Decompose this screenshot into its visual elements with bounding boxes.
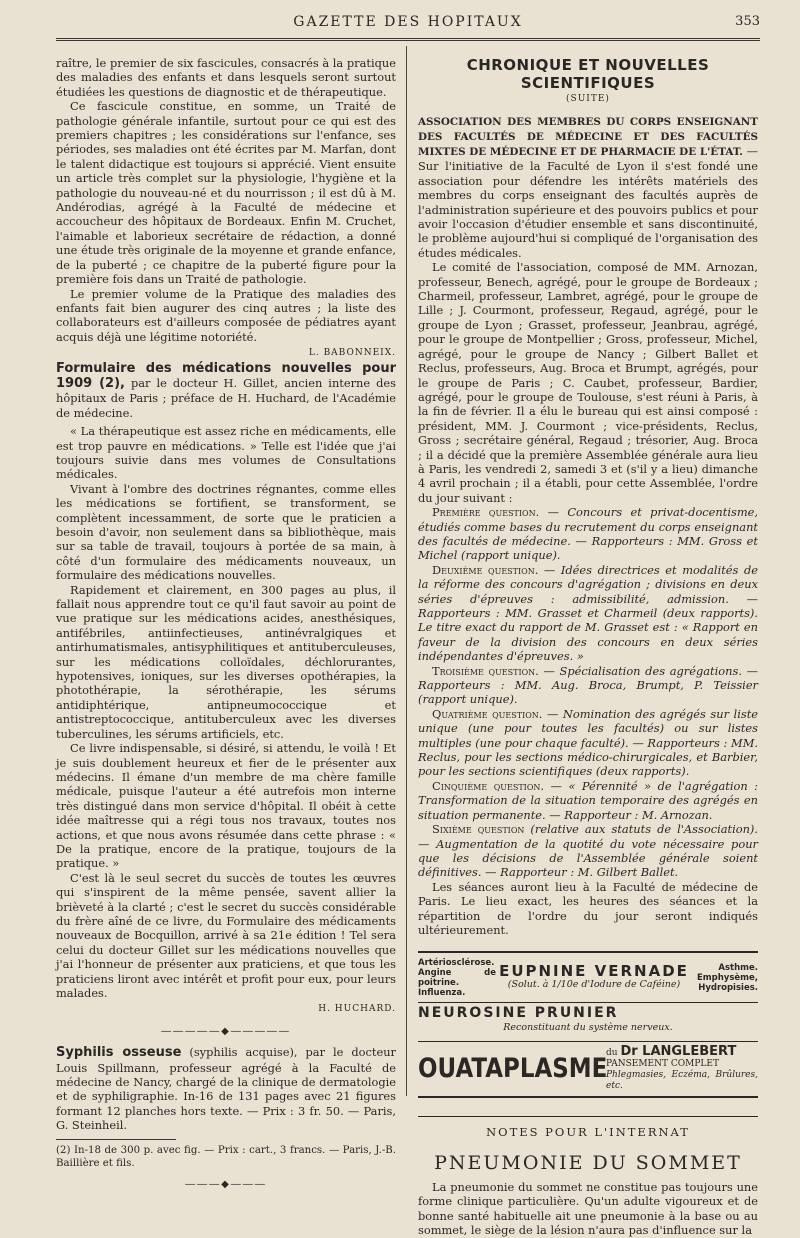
header-rule: [56, 38, 760, 41]
ad-product-tagline: Reconstituant du système nerveux.: [503, 1021, 673, 1033]
agenda-text: — Concours et privat-docentisme, étudiés comme bases du recrutement du corps enseignant des facultés de médecine. — Rapporteurs : MM. Gross et Michel (rapport unique).: [418, 505, 758, 563]
agenda-item: [418, 707, 758, 779]
ad-product-formula: (Solut. à 1/10e d'Iodure de Caféine): [507, 979, 681, 991]
section-title: Formulaire des médications nouvelles pour 1909 (2),: [56, 360, 396, 391]
agenda-label: Sixième question: [432, 822, 525, 837]
agenda-label: Deuxième question.: [432, 562, 539, 577]
paragraph: La pneumonie du sommet ne constitue pas toujours une forme clinique particulière. Qu'un adulte vigoureux et de bonne santé habituelle ait une pneumonie à la base ou au sommet, le siège de la lésion n'aura pas d'influence sur la: [418, 1179, 758, 1238]
advertisement-neurosine: [418, 1002, 758, 1035]
signature: L. BABONNEIX.: [308, 348, 396, 359]
ad-uses: Phlegmasies, Eczéma, Brûlures, etc.: [606, 1070, 758, 1092]
ornament-divider: ―――◆―――: [185, 1178, 267, 1190]
notes-section-title: NOTES POUR L'INTERNAT: [418, 1116, 758, 1139]
ornament-divider: ―――――◆―――――: [161, 1025, 291, 1037]
agenda-item: [418, 779, 758, 822]
association-text: — Sur l'initiative de la Faculté de Lyon il s'est fondé une association pour défendre les intérêts matériels des membres du corps enseignant des facultés auprès de l'administration supérieure et des pouvoirs publics et pour avoir l'occasion d'étudier ensemble et sans discontinuité, le problème aujourd'hui si compliqué de l'organisation des études médicales.: [418, 144, 758, 260]
agenda-text: (relative aux statuts de l'Association). — Augmentation de la quotité du vote nécessaire pour que les décisions de l'Assemblée générale soient définitives. — Rapporteur : M. Gilbert Ballet.: [418, 822, 758, 880]
agenda-item: [418, 505, 758, 563]
agenda-label: Quatrième question.: [432, 706, 543, 721]
agenda-label: Première question.: [432, 505, 540, 520]
paragraph: Ce livre indispensable, si désiré, si attendu, le voilà ! Et je suis doublement heureux et fier de le présenter aux médecins. Il émane d'un membre de ma chère famille médicale, puisque l'auteur a été autrefois mon interne très distingué dans mon service d'hôpital. Il obéit à cette idée maîtresse qui a régi tous nos travaux, toutes nos actions, et que nous avons résumée dans cette phrase : « De la pratique, encore de la pratique, toujours de la pratique. »: [56, 741, 396, 871]
review-formulaire: [56, 361, 396, 421]
review-syphilis: [56, 1045, 396, 1132]
agenda-text: — « Pérennité » de l'agrégation : Transformation de la situation temporaire des agrégés en situation permanente. — Rapporteur : M. Arnozan.: [418, 778, 759, 822]
ad-doctor-name: Dr LANGLEBERT: [620, 1044, 737, 1060]
ad-product-name: OUATAPLASME: [418, 1052, 608, 1084]
agenda-item: [418, 563, 758, 664]
paragraph: C'est là le seul secret du succès de toutes les œuvres qui s'inspirent de la même pensée, savent allier la brièveté à la clarté ; c'est le secret du succès considérable du frère aîné de ce livre, du Formulaire des médicaments nouveaux de Bocquillon, arrivé à sa 21e édition ! Tel sera celui du docteur Gillet sur les médications nouvelles que j'ai l'honneur de présenter aux praticiens, et que tous les praticiens liront avec intérêt et profit pour eux, pour leurs malades.: [56, 870, 396, 1000]
signature: H. HUCHARD.: [318, 1004, 396, 1015]
association-heading: ASSOCIATION DES MEMBRES DU CORPS ENSEIGNANT DES FACULTÉS DE MÉDECINE ET DES FACULTÉS MIXTES DE MÉDECINE ET DE PHARMACIE DE L'ÉTAT.: [418, 116, 758, 159]
article-title: PNEUMONIE DU SOMMET: [434, 1151, 742, 1174]
chronicle-subtitle: (SUITE): [566, 94, 610, 104]
paragraph: Ce fascicule constitue, en somme, un Traité de pathologie générale infantile, surtout pour ce qui est des premiers chapitres ; les considérations sur l'enfance, ses périodes, ses maladies ont été écrites par M. Marfan, dont le talent didactique est toujours si apprécié. Vient ensuite un article très complet sur la physiologie, l'hygiène et la pathologie du nouveau-né et du nourrisson ; il est dû à M. Andérodias, agrégé à la Faculté de médecine et accoucheur des hôpitaux de Bordeaux. Enfin M. Cruchet, l'aimable et laborieux secrétaire de rédaction, a donné une étude très originale de la moyenne et grande enfance, de la puberté ; ce chapitre de la puberté figure pour la première fois dans un Traité de pathologie.: [56, 99, 396, 287]
journal-title: GAZETTE DES HOPITAUX: [293, 14, 523, 30]
right-column: [418, 56, 758, 1238]
footnote-rule: [56, 1139, 176, 1140]
section-text: (syphilis acquise), par le docteur Louis Spillmann, professeur agrégé à la Faculté de médecine de Nancy, chargé de la clinique de dermatologie et de syphiligraphie. In-16 de 131 pages avec 21 figures formant 12 planches hors texte. — Prix : 3 fr. 50. — Paris, G. Steinheil.: [56, 1045, 396, 1133]
paragraph: Le comité de l'association, composé de MM. Arnozan, professeur, Benech, agrégé, pour le groupe de Bordeaux ; Charmeil, professeur, Lambret, agrégé, pour le groupe de Lille ; J. Courmont, professeur, Regaud, agrégé, pour le groupe de Lyon ; Grasset, professeur, Jeanbrau, agrégé, pour le groupe de Montpellier ; Gross, professeur, Michel, agrégé, pour le groupe de Nancy ; Gilbert Ballet et Reclus, professeurs, Aug. Broca et Brumpt, agrégés, pour le groupe de Paris ; C. Caubet, professeur, Bardier, agrégé, pour le groupe de Toulouse, s'est réuni à Paris, à la fin de février. Il a élu le bureau qui est ainsi composé : président, MM. J. Courmont ; vice-présidents, Reclus, Gross ; secrétaire général, Regaud ; trésorier, Aug. Broca ; il a décidé que la première Assemblée générale aura lieu à Paris, les vendredi 2, samedi 3 et (s'il y a lieu) dimanche 4 avril prochain ; il a établi, pour cette Assemblée, l'ordre du jour suivant :: [418, 260, 758, 505]
agenda-text: — Nomination des agrégés sur liste unique (une pour toutes les facultés) ou sur listes multiples (une pour chaque faculté). — Rapporteurs : MM. Reclus, pour les sections médico-chirurgicales, et Barbier, pour les sections scientifiques (deux rapports).: [418, 706, 759, 779]
paragraph: Rapidement et clairement, en 300 pages au plus, il fallait nous apprendre tout ce qu'il faut savoir au point de vue pratique sur les médications acides, anesthésiques, antifébriles, antiinfectieuses, antinévralgiques et antirhumatismales, antisyphilitiques et antituberculeuses, sur les médications colloïdales, déchlorurantes, hypotensives, ioniques, sur les diverses opothérapies, la photothérapie, la sérothérapie, les sérums antidiphtérique, antipneumococcique et antistreptococcique, antituberculeux avec les diverses tuberculines, les sérums artificiels, etc.: [56, 582, 396, 741]
page-number: 353: [735, 14, 760, 29]
paragraph: Les séances auront lieu à la Faculté de médecine de Paris. Le lieu exact, les heures des séances et la répartition de l'ordre du jour seront indiqués ultérieurement.: [418, 879, 758, 937]
agenda-item: [418, 822, 758, 880]
agenda-text: — Idées directrices et modalités de la réforme des concours d'agrégation ; divisions en deux séries d'épreuves : admissibilité, admission. — Rapporteurs : MM. Grasset et Charmeil (deux rapports). Le titre exact du rapport de M. Grasset est : « Rapport en faveur de la division des concours en deux séries indépendantes d'épreuves. »: [418, 562, 758, 664]
paragraph: Le premier volume de la Pratique des maladies des enfants fait bien augurer des cinq autres ; la liste des collaborateurs est d'ailleurs composée de pédiatres ayant acquis déjà une légitime notoriété.: [56, 286, 396, 344]
footnote: (2) In-18 de 300 p. avec fig. — Prix : cart., 3 francs. — Paris, J.-B. Baillière et fils.: [56, 1144, 396, 1169]
ad-product-name: EUPNINE VERNADE: [499, 961, 689, 980]
advertisement-ouataplasme: [418, 1041, 758, 1098]
agenda-text: — Spécialisation des agrégations. — Rapporteurs : MM. Aug. Broca, Brumpt, P. Teissier (rapport unique).: [418, 663, 758, 707]
agenda-item: [418, 664, 758, 707]
paragraph: raître, le premier de six fascicules, consacrés à la pratique des maladies des enfants et dans lesquels seront surtout étudiées les questions de diagnostic et de thérapeutique.: [56, 56, 396, 99]
ad-product-name: NEUROSINE PRUNIER: [418, 1002, 758, 1020]
paragraph: « La thérapeutique est assez riche en médicaments, elle est trop pauvre en médications. » Telle est l'idée que j'ai toujours suivie dans mes volumes de Consultations médicales.: [56, 424, 396, 482]
section-intro: par le docteur H. Gillet, ancien interne des hôpitaux de Paris ; préface de H. Huchard, de l'Académie de médecine.: [56, 375, 397, 420]
agenda-label: Troisième question.: [432, 663, 539, 678]
section-title: Syphilis osseuse: [56, 1045, 182, 1061]
paragraph: Vivant à l'ombre des doctrines régnantes, comme elles les médications se fortifient, se transforment, se complètent incessamment, de sorte que le praticien a besoin d'avoir, non seulement dans sa bibliothèque, mais sur sa table de travail, toujours à portée de sa main, à côté d'un formulaire des médicaments nouveaux, un formulaire des médications nouvelles.: [56, 481, 396, 583]
ad-du: du: [606, 1048, 618, 1059]
column-divider: [406, 46, 407, 1096]
association-article: [418, 114, 758, 260]
advertisement-eupnine: [418, 951, 758, 998]
chronicle-title: CHRONIQUE ET NOUVELLES SCIENTIFIQUES: [466, 56, 710, 92]
ad-indications-right: Asthme. Emphysème, Hydropisies.: [696, 963, 758, 994]
left-column: [56, 56, 396, 1198]
running-head: [56, 14, 760, 38]
agenda-label: Cinquième question.: [432, 778, 545, 793]
ad-indications-left: Artériosclérose. Angine de poitrine. Influenza.: [418, 958, 496, 999]
ad-pansement: PANSEMENT COMPLET: [606, 1059, 719, 1070]
